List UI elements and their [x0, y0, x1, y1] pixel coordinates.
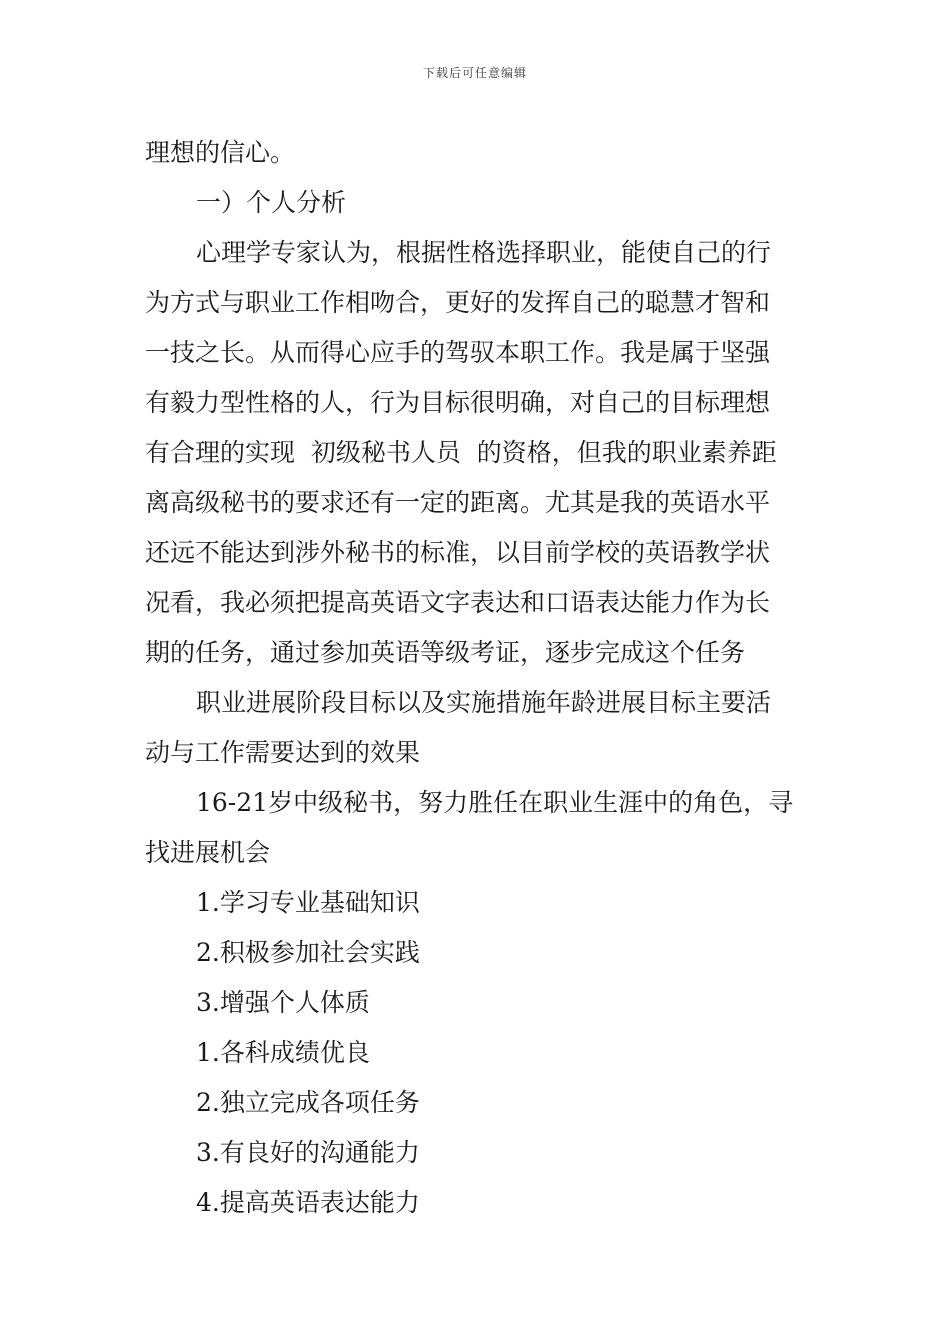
list-item: 1.各科成绩优良 — [196, 1038, 370, 1067]
paragraph-line: 找进展机会 — [145, 838, 271, 867]
paragraph-line: 动与工作需要达到的效果 — [145, 738, 421, 767]
paragraph-line: 有毅力型性格的人，行为目标很明确，对自己的目标理想 — [145, 388, 771, 417]
paragraph-line: 为方式与职业工作相吻合，更好的发挥自己的聪慧才智和 — [145, 288, 771, 317]
section-heading: 一）个人分析 — [196, 188, 347, 217]
list-item: 3.增强个人体质 — [196, 988, 370, 1017]
list-item: 2.独立完成各项任务 — [196, 1088, 420, 1117]
list-item: 4.提高英语表达能力 — [196, 1188, 420, 1217]
paragraph-line: 一技之长。从而得心应手的驾驭本职工作。我是属于坚强 — [145, 338, 771, 367]
paragraph-line: 还远不能达到涉外秘书的标准，以目前学校的英语教学状 — [145, 538, 771, 567]
paragraph-line: 心理学专家认为，根据性格选择职业，能使自己的行 — [196, 238, 772, 267]
paragraph-line: 况看，我必须把提高英语文字表达和口语表达能力作为长 — [145, 588, 771, 617]
paragraph-line: 期的任务，通过参加英语等级考证，逐步完成这个任务 — [145, 638, 746, 667]
paragraph-line: 职业进展阶段目标以及实施措施年龄进展目标主要活 — [196, 688, 772, 717]
paragraph-line: 16-21岁中级秘书，努力胜任在职业生涯中的角色，寻 — [196, 788, 794, 817]
list-item: 3.有良好的沟通能力 — [196, 1138, 420, 1167]
page-header: 下载后可任意编辑 — [422, 66, 527, 80]
document-body — [145, 128, 811, 1228]
paragraph-line: 离高级秘书的要求还有一定的距离。尤其是我的英语水平 — [145, 488, 771, 517]
paragraph-line: 有合理的实现 初级秘书人员 的资格，但我的职业素养距 — [145, 438, 777, 467]
list-item: 1.学习专业基础知识 — [196, 888, 420, 917]
paragraph-line: 理想的信心。 — [145, 138, 296, 167]
list-item: 2.积极参加社会实践 — [196, 938, 420, 967]
